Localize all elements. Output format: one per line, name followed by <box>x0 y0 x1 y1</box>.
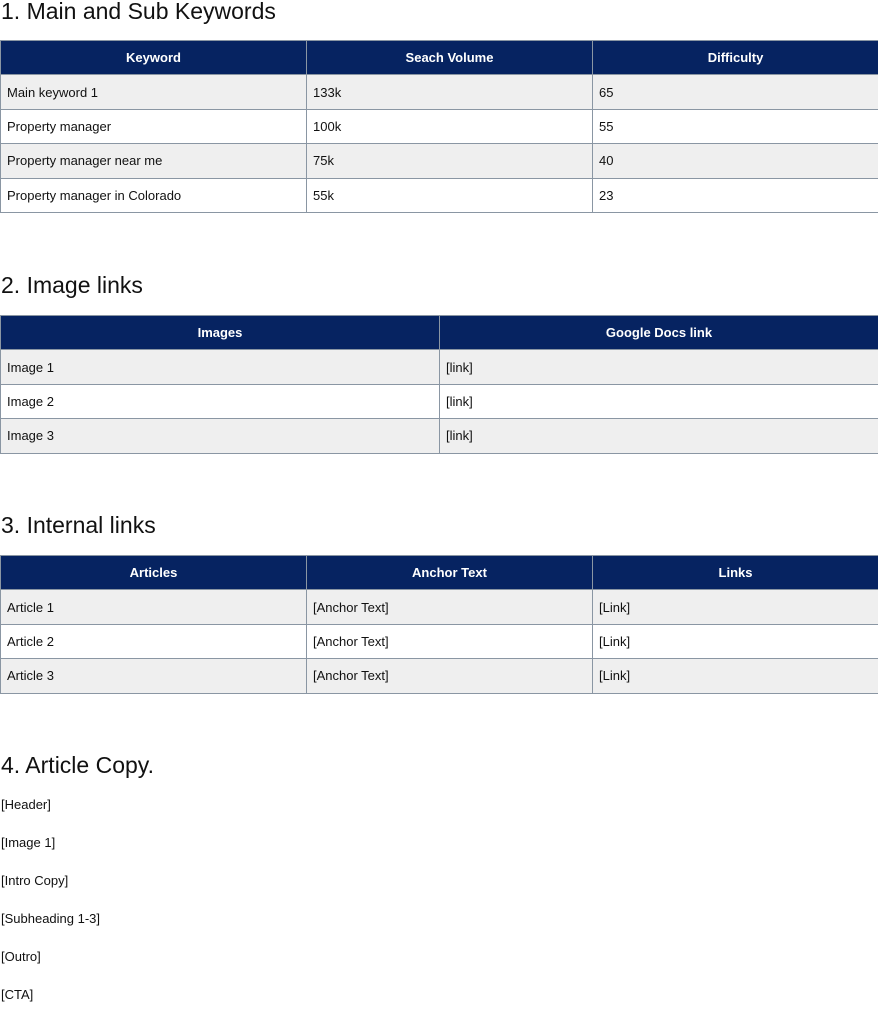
column-header-images: Images <box>1 316 440 350</box>
table-cell: Main keyword 1 <box>1 75 307 109</box>
column-header-links: Links <box>593 556 878 590</box>
copy-line-subheading: [Subheading 1-3] <box>1 911 101 926</box>
table-cell: Image 3 <box>1 419 440 453</box>
copy-line-image: [Image 1] <box>1 835 56 850</box>
table-cell: [Anchor Text] <box>307 659 593 693</box>
table-cell-link: [link] <box>440 419 878 453</box>
table-row <box>1 419 878 453</box>
table-header-row <box>1 316 878 350</box>
table-cell-link: [link] <box>440 384 878 418</box>
table-cell-link: [link] <box>440 350 878 384</box>
table-header-row <box>1 556 878 590</box>
table-cell: 40 <box>593 144 878 178</box>
table-cell: 65 <box>593 75 878 109</box>
table-cell: 55k <box>307 178 593 212</box>
table-row <box>1 75 878 109</box>
table-cell: Property manager in Colorado <box>1 178 307 212</box>
table-cell: 75k <box>307 144 593 178</box>
image-links-table <box>0 315 878 454</box>
table-cell: [Anchor Text] <box>307 590 593 624</box>
table-row <box>1 109 878 143</box>
table-cell: [Anchor Text] <box>307 624 593 658</box>
table-cell-link: [Link] <box>593 590 878 624</box>
copy-line-outro: [Outro] <box>1 949 41 964</box>
table-cell: Article 2 <box>1 624 307 658</box>
column-header-search-volume: Seach Volume <box>307 41 593 75</box>
table-row <box>1 178 878 212</box>
table-row <box>1 590 878 624</box>
section-title-article-copy: 4. Article Copy. <box>1 752 154 778</box>
column-header-difficulty: Difficulty <box>593 41 878 75</box>
section-title-internal-links: 3. Internal links <box>1 512 156 538</box>
table-cell: 100k <box>307 109 593 143</box>
table-cell: Property manager <box>1 109 307 143</box>
table-cell: Article 1 <box>1 590 307 624</box>
table-row <box>1 624 878 658</box>
table-cell: Property manager near me <box>1 144 307 178</box>
table-cell: 133k <box>307 75 593 109</box>
column-header-articles: Articles <box>1 556 307 590</box>
table-row <box>1 350 878 384</box>
table-cell: Article 3 <box>1 659 307 693</box>
table-cell: Image 2 <box>1 384 440 418</box>
table-cell: Image 1 <box>1 350 440 384</box>
table-header-row <box>1 41 878 75</box>
table-row <box>1 659 878 693</box>
copy-line-header: [Header] <box>1 797 51 812</box>
table-row <box>1 144 878 178</box>
table-cell-link: [Link] <box>593 659 878 693</box>
column-header-google-docs-link: Google Docs link <box>440 316 878 350</box>
table-cell: 55 <box>593 109 878 143</box>
section-title-image-links: 2. Image links <box>1 272 143 298</box>
table-cell: 23 <box>593 178 878 212</box>
table-row <box>1 384 878 418</box>
section-title-keywords: 1. Main and Sub Keywords <box>1 0 276 24</box>
keywords-table <box>0 40 878 213</box>
table-cell-link: [Link] <box>593 624 878 658</box>
column-header-keyword: Keyword <box>1 41 307 75</box>
copy-line-intro: [Intro Copy] <box>1 873 69 888</box>
copy-line-cta: [CTA] <box>1 987 34 1002</box>
internal-links-table <box>0 555 878 694</box>
column-header-anchor-text: Anchor Text <box>307 556 593 590</box>
